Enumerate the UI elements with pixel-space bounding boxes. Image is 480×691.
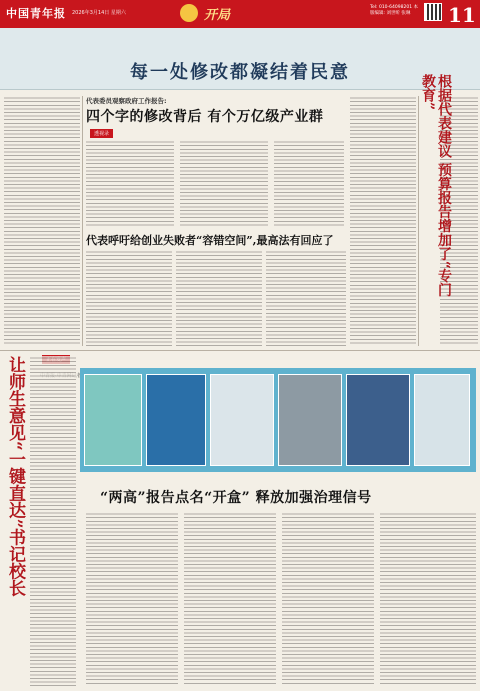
divider [82,96,83,346]
photo-2[interactable] [146,374,206,466]
article-headline-bottom[interactable]: “两高”报告点名“开盒” 释放加强治理信号 [100,490,372,506]
article-body [86,512,178,686]
article-kicker: 代表委员观察政府工作报告: [86,97,167,105]
article-body [184,512,276,686]
photo-6[interactable] [414,374,470,466]
article-body [30,356,76,686]
banner [0,28,480,90]
photo-4[interactable] [278,374,342,466]
article-body [274,140,344,228]
article-body [4,96,80,346]
article-body [180,140,268,228]
article-body [380,512,476,686]
banner-title: 每一处修改都凝结着民意 [130,62,350,83]
photo-5[interactable] [346,374,410,466]
photo-strip [80,368,476,472]
column-badge: 透视录 [90,129,113,138]
photo-3[interactable] [210,374,274,466]
contact-info: Tel: 010-64098201 本版编辑: 刘世昕 张琳 [370,5,418,16]
article-headline-left[interactable]: 让师生意见“一键直达”书记校长 [5,356,25,597]
article-body [86,250,172,346]
article-headline-middle[interactable]: 代表呼吁给创业失败者“容错空间”,最高法有回应了 [86,234,334,247]
article-headline-top[interactable]: 四个字的修改背后 有个万亿级产业群 [86,109,324,125]
qr-code-icon[interactable] [424,3,442,21]
article-body [86,140,174,228]
article-body [266,250,346,346]
article-body [176,250,262,346]
article-body [350,96,416,346]
masthead [0,0,480,28]
issue-date: 2026年3月14日 星期六 [72,10,126,16]
divider [0,350,480,351]
section-title: 开局 [204,8,231,23]
feature-bar [38,355,478,365]
newspaper-logo: 中国青年报 [6,7,66,20]
emblem-icon [180,4,198,22]
page-number: 11 [448,3,476,27]
article-headline-right[interactable]: 根据代表建议 预算报告增加了“专门教育” [420,74,452,297]
article-body [282,512,374,686]
photo-1[interactable] [84,374,142,466]
divider [418,96,419,346]
